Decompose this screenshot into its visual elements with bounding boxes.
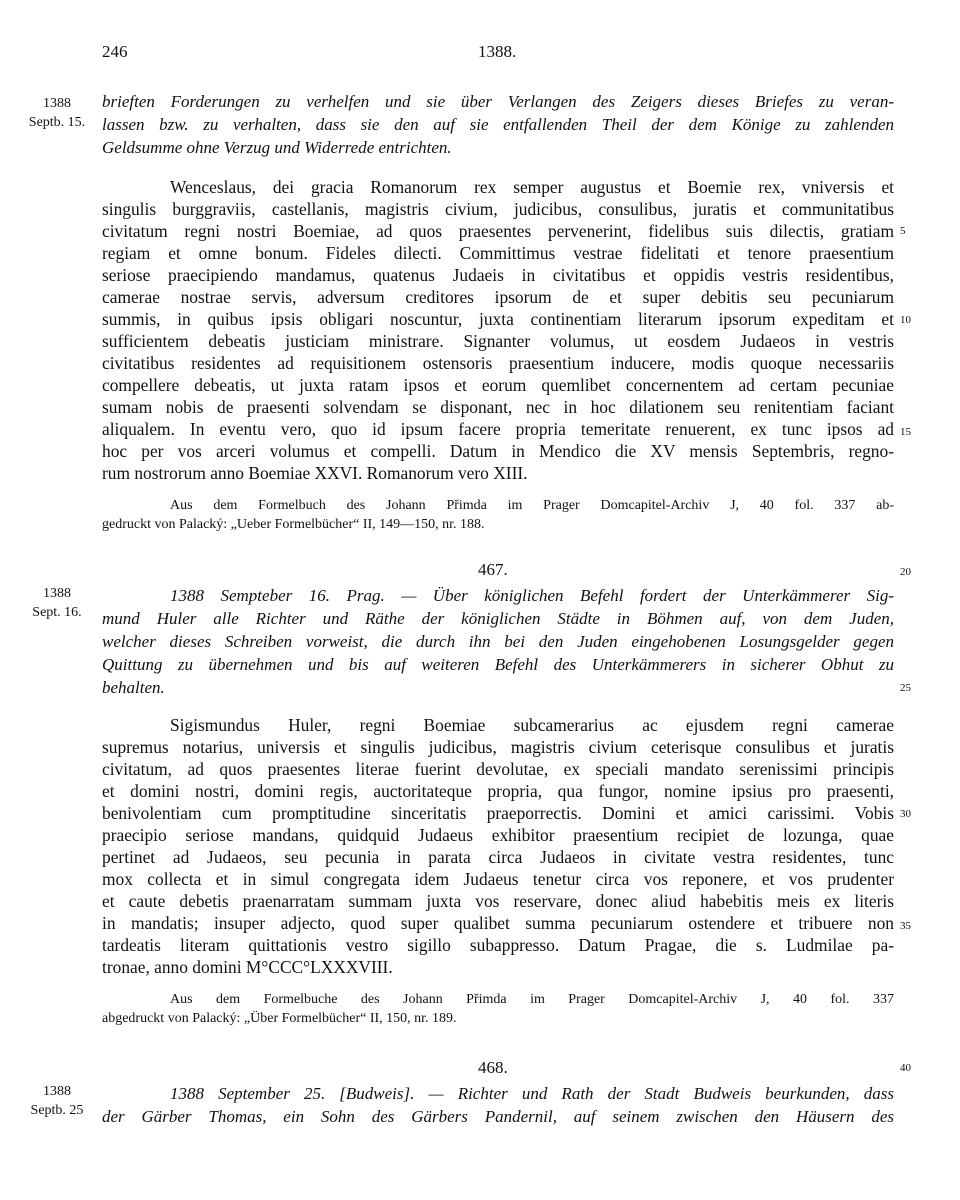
regest-467: 1388 Sempteber 16. Prag. — Über königlichen Befehl fordert der Unterkämmerer Sig- mund Huler alle Richter und Räthe der königlichen Städte in Böhmen auf, von dem Juden, welcher dieses Schreiben vorweist, die durch ihn bei den Juden eingehobenen Losungsgelder gegen Quittung zu übernehmen und bis auf weiteren Befehl des Unterkämmerers in sicherer Obhut zu behalten. xyxy=(102,586,894,697)
line-number: 35 xyxy=(900,920,911,932)
margin-date-468: 1388 Septb. 25 xyxy=(30,1084,84,1118)
entry-number-468: 468. xyxy=(478,1058,508,1077)
line-number: 5 xyxy=(900,225,906,237)
entry-number-467: 467. xyxy=(478,560,508,579)
line-number: 25 xyxy=(900,682,911,694)
source-note-466: Aus dem Formelbuch des Johann Přimda im Prager Domcapitel-Archiv J, 40 fol. 337 ab- gedruckt von Palacký: „Ueber Formelbücher“ II, 149—150, nr. 188. xyxy=(102,498,894,532)
line-number: 40 xyxy=(900,1062,911,1074)
line-number: 15 xyxy=(900,426,911,438)
line-number: 20 xyxy=(900,566,911,578)
charter-text-466: Wenceslaus, dei gracia Romanorum rex semper augustus et Boemie rex, vniversis et singulis burggraviis, castellanis, magistris civium, judicibus, consulibus, juratis et communitatibus civitatum regni nostri Boemiae, ad quos praesentes pervenerint, fidelibus suis dilectis, gratiam regiam et omne bonum. Fideles dilecti. Committimus vestrae fidelitati et tenore praesentium seriose praecipiendo mandamus, quatenus Judaeis in civitatibus et oppidis vestris residentibus, camerae nostrae servis, adversum creditores ipsorum de et super debitis seu pecuniarum summis, in quibus ipsis obligari noscuntur, juxta continentiam literarum ipsorum expeditam et sufficientem debeatis justiciam ministrare. Signanter volumus, ut eosdem Judaeos in vestris civitatibus residentes ad requisitionem ostensoris praesentium inducere, modis quoque necessariis compellere debeatis, ut juxta ratam ipsos et eorum quemlibet concernentem ad certam pecuniae sumam nobis de praesenti solvendam se disponant, nec in hoc dilationem seu renitentiam faciant aliqualem. In eventu vero, quo id ipsum facere propria temeritate renuerent, ex tunc ipsos ad hoc per vos arceri volumus et compelli. Datum in Mendico die XV mensis Septembris, regno- rum nostrorum anno Boemiae XXVI. Romanorum vero XIII. xyxy=(102,177,894,483)
page-number: 246 xyxy=(102,42,128,61)
source-note-467: Aus dem Formelbuche des Johann Přimda im Prager Domcapitel-Archiv J, 40 fol. 337 abgedruckt von Palacký: „Über Formelbücher“ II, 150, nr. 189. xyxy=(102,992,894,1026)
line-number: 10 xyxy=(900,314,911,326)
charter-text-467: Sigismundus Huler, regni Boemiae subcamerarius ac ejusdem regni camerae supremus notarius, universis et singulis judicibus, magistris civium ceterisque consulibus et juratis civitatum, ad quos praesentes literae fuerint devolutae, ex speciali mandato serenissimi principis et domini nostri, domini regis, auctoritateque propria, qua fungor, nomine ipsius pro praesenti, benivolentiam cum promptitudine sinceritatis praeporrectis. Domini et amici carissimi. Vobis praecipio seriose mandans, quidquid Judaeus exhibitor praesentium recipiet de lozunga, quae pertinet ad Judaeos, seu pecunia in parata circa Judaeos in civitate vestra residentes, tunc mox collecta et in simul congregata idem Judaeus tenetur circa vos reponere, et vos prudenter et caute debetis praenarratam summam juxta vos reservare, donec aliud habebitis meis ex literis in mandatis; insuper adjecto, quod super qualibet summa pecuniarum ostendere et tribuere non tardeatis literam quittationis vestro sigillo subappresso. Datum Pragae, die s. Ludmilae pa- tronae, anno domini M°CCC°LXXXVIII. xyxy=(102,715,894,977)
regest-466-continued: brieften Forderungen zu verhelfen und sie über Verlangen des Zeigers dieses Briefes zu veran- lassen bzw. zu verhalten, dass sie den auf sie entfallenden Theil der dem Könige zu zahlenden Geldsumme ohne Verzug und Widerrede entrichten. xyxy=(102,92,894,157)
line-number: 30 xyxy=(900,808,911,820)
regest-468: 1388 September 25. [Budweis]. — Richter und Rath der Stadt Budweis beurkunden, dass der Gärber Thomas, ein Sohn des Gärbers Pandernil, auf seinem zwischen den Häusern des xyxy=(102,1084,894,1126)
margin-date-467: 1388 Sept. 16. xyxy=(32,586,82,620)
margin-date-466: 1388 Septb. 15. xyxy=(28,96,86,130)
running-year: 1388. xyxy=(478,42,517,61)
